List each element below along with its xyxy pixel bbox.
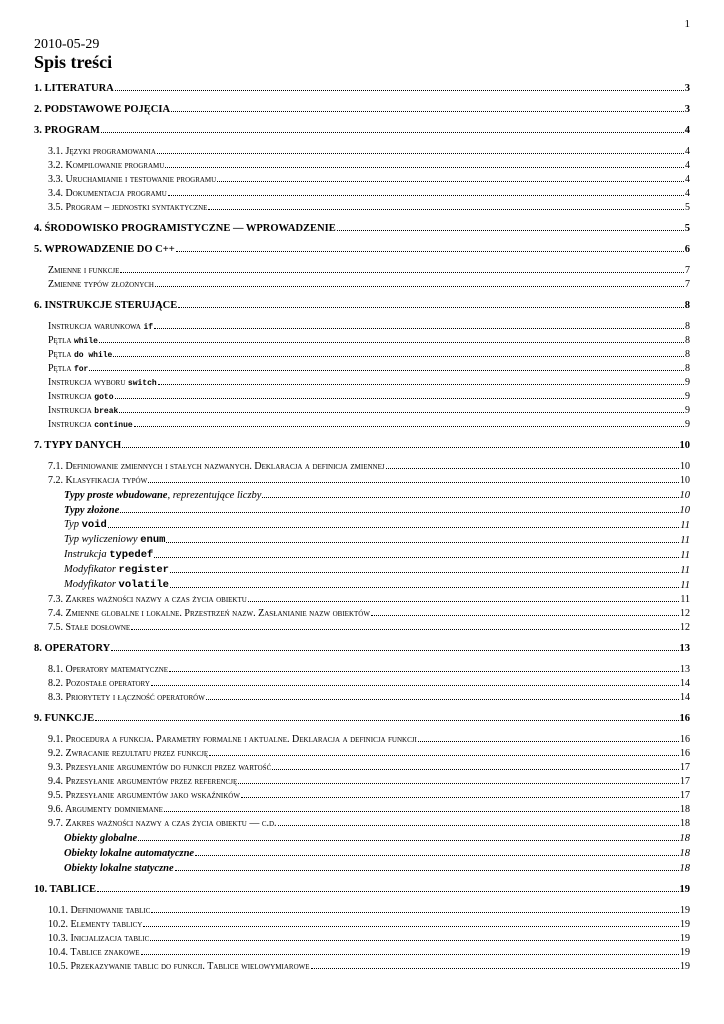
toc-entry[interactable] <box>34 157 690 171</box>
toc-entry-page: 18 <box>679 833 690 844</box>
toc-entry-label: 8.3. Priorytety i łączność operatorów <box>48 692 205 703</box>
toc-entry-page: 19 <box>680 933 690 944</box>
toc-entry-code: void <box>81 519 107 531</box>
toc-entry-label: 3. PROGRAM <box>34 125 100 136</box>
toc-entry[interactable] <box>34 122 690 136</box>
toc-entry[interactable] <box>34 458 690 472</box>
dot-leader <box>241 797 679 798</box>
toc-entry-label: 9.1. Procedura a funkcja. Parametry formalne i aktualne. Deklaracja a definicja funkcji <box>48 734 417 745</box>
toc-entry-page: 16 <box>680 734 690 745</box>
toc-entry[interactable] <box>34 101 690 115</box>
toc-entry-page: 3 <box>684 83 690 94</box>
dot-leader <box>108 527 679 528</box>
toc-entry-emphasis: Obiekty lokalne automatyczne <box>64 848 195 859</box>
toc-entry-label: Typ wyliczeniowy enum <box>64 534 166 546</box>
dot-leader <box>168 195 684 196</box>
toc-entry-page: 11 <box>680 550 690 561</box>
toc-entry-page: 18 <box>680 818 690 829</box>
toc-entry-page: 18 <box>680 804 690 815</box>
toc-title: Spis treści <box>34 52 113 72</box>
dot-leader <box>209 755 679 756</box>
toc-entry[interactable] <box>34 902 690 916</box>
dot-leader <box>337 230 684 231</box>
toc-entry[interactable] <box>34 199 690 213</box>
toc-entry-emphasis: Typy złożone <box>64 505 120 516</box>
toc-entry[interactable] <box>34 958 690 972</box>
toc-entry-label: Instrukcja warunkowa if <box>48 321 154 332</box>
toc-entry[interactable] <box>34 745 690 759</box>
toc-entry[interactable] <box>34 591 690 605</box>
toc-entry[interactable] <box>34 881 690 895</box>
toc-entry[interactable] <box>34 486 690 501</box>
dot-leader <box>154 328 684 329</box>
toc-entry[interactable] <box>34 516 690 531</box>
toc-entry-page: 4 <box>685 174 690 185</box>
toc-entry-page: 18 <box>679 848 690 859</box>
toc-entry[interactable] <box>34 472 690 486</box>
toc-entry-label: 8.2. Pozostałe operatory <box>48 678 150 689</box>
toc-entry-page: 10 <box>680 461 690 472</box>
toc-entry-label: 7.2. Klasyfikacja typów <box>48 475 148 486</box>
toc-entry-page: 4 <box>685 160 690 171</box>
dot-leader <box>122 447 678 448</box>
toc-entry-page: 19 <box>680 947 690 958</box>
toc-entry-label: 9.6. Argumenty domniemane <box>48 804 163 815</box>
toc-entry[interactable] <box>34 619 690 633</box>
toc-entry[interactable] <box>34 185 690 199</box>
dot-leader <box>154 557 679 558</box>
dot-leader <box>111 650 678 651</box>
toc-entry[interactable] <box>34 416 690 430</box>
dot-leader <box>97 891 678 892</box>
toc-entry-label: 7.4. Zmienne globalne i lokalne. Przestrzeń nazw. Zasłanianie nazw obiektów <box>48 608 370 619</box>
toc-entry[interactable] <box>34 689 690 703</box>
toc-entry-label: 1. LITERATURA <box>34 83 114 94</box>
toc-entry[interactable] <box>34 844 690 859</box>
toc-entry[interactable] <box>34 801 690 815</box>
toc-entry-page: 8 <box>685 321 690 332</box>
dot-leader <box>170 572 679 573</box>
toc-entry-label: 3.3. Uruchamianie i testowanie programu <box>48 174 217 185</box>
toc-entry[interactable] <box>34 759 690 773</box>
toc-entry-page: 7 <box>685 279 690 290</box>
toc-entry-page: 3 <box>684 104 690 115</box>
dot-leader <box>89 370 684 371</box>
toc-entry-label: 10.2. Elementy tablicy <box>48 919 143 930</box>
toc-entry-code: continue <box>94 421 133 430</box>
dot-leader <box>217 181 684 182</box>
dot-leader <box>115 398 685 399</box>
toc-entry[interactable] <box>34 576 690 591</box>
dot-leader <box>171 111 684 112</box>
dot-leader <box>120 512 678 513</box>
dot-leader <box>99 342 684 343</box>
dot-leader <box>151 912 679 913</box>
toc-entry-code: if <box>143 323 154 332</box>
toc-entry-label <box>64 505 119 516</box>
toc-entry-page: 14 <box>680 692 690 703</box>
toc-entry[interactable] <box>34 171 690 185</box>
toc-entry-label: 2. PODSTAWOWE POJĘCIA <box>34 104 171 115</box>
toc-entry-page: 17 <box>680 776 690 787</box>
dot-leader <box>175 870 679 871</box>
toc-entry-page: 7 <box>685 265 690 276</box>
toc-entry-page: 10 <box>679 440 690 451</box>
toc-entry-page: 11 <box>680 594 690 605</box>
toc-entry-page: 9 <box>685 419 690 430</box>
toc-entry[interactable] <box>34 916 690 930</box>
dot-leader <box>164 811 679 812</box>
toc-entry[interactable] <box>34 501 690 516</box>
toc-entry-page: 17 <box>680 762 690 773</box>
toc-entry[interactable] <box>34 787 690 801</box>
toc-entry-page: 9 <box>685 391 690 402</box>
toc-entry-page: 19 <box>680 905 690 916</box>
toc-entry[interactable] <box>34 859 690 874</box>
toc-entry[interactable] <box>34 276 690 290</box>
toc-entry-label: 9.4. Przesyłanie argumentów przez referencję <box>48 776 238 787</box>
dot-leader <box>166 542 679 543</box>
dot-leader <box>238 783 679 784</box>
toc-entry-page: 8 <box>685 363 690 374</box>
toc-entry-label: 4. ŚRODOWISKO PROGRAMISTYCZNE — WPROWADZENIE <box>34 223 336 234</box>
dot-leader <box>248 601 680 602</box>
toc-entry-label: 10. TABLICE <box>34 884 97 895</box>
toc-entry[interactable] <box>34 640 690 654</box>
toc-entry-page: 13 <box>679 643 690 654</box>
toc-entry-code: volatile <box>118 579 169 591</box>
toc-entry-label: Pętla do while <box>48 349 113 360</box>
toc-entry-label: Typ void <box>64 519 107 531</box>
dot-leader <box>195 855 678 856</box>
toc-entry[interactable] <box>34 661 690 675</box>
dot-leader <box>120 272 684 273</box>
toc-entry[interactable] <box>34 605 690 619</box>
toc-entry-page: 11 <box>680 580 690 591</box>
toc-entry-page: 13 <box>680 664 690 675</box>
toc-entry-label: Instrukcja goto <box>48 391 114 402</box>
toc-entry-label: 10.5. Przekazywanie tablic do funkcji. Tablice wielowymiarowe <box>48 961 310 972</box>
toc-entry-code: while <box>73 337 98 346</box>
dot-leader <box>178 307 684 308</box>
toc-entry[interactable] <box>34 388 690 402</box>
toc-entry-code: do while <box>73 351 113 360</box>
toc-entry[interactable] <box>34 731 690 745</box>
dot-leader <box>131 629 679 630</box>
toc-entry-page: 4 <box>685 188 690 199</box>
toc-entry-page: 8 <box>684 300 690 311</box>
toc-entry-label: 5. WPROWADZENIE DO C++ <box>34 244 175 255</box>
toc-entry[interactable] <box>34 815 690 829</box>
dot-leader <box>157 153 684 154</box>
toc-entry-label: 9.5. Przesyłanie argumentów jako wskaźników <box>48 790 240 801</box>
toc-entry[interactable] <box>34 346 690 360</box>
toc-entry[interactable] <box>34 220 690 234</box>
dot-leader <box>141 954 679 955</box>
dot-leader <box>134 426 684 427</box>
toc-entry-page: 6 <box>684 244 690 255</box>
toc-entry-label <box>64 863 174 874</box>
toc-entry-emphasis: Obiekty lokalne statyczne <box>64 863 174 874</box>
dot-leader <box>115 90 684 91</box>
dot-leader <box>119 412 684 413</box>
toc-entry[interactable] <box>34 773 690 787</box>
toc-entry[interactable] <box>34 318 690 332</box>
toc-entry[interactable] <box>34 402 690 416</box>
toc-entry-page: 11 <box>680 535 690 546</box>
toc-entry[interactable] <box>34 561 690 576</box>
toc-entry-page: 4 <box>685 146 690 157</box>
toc-entry-label: 7. TYPY DANYCH <box>34 440 122 451</box>
toc-entry-page: 9 <box>685 377 690 388</box>
toc-entry[interactable] <box>34 143 690 157</box>
toc-entry-page: 16 <box>679 713 690 724</box>
dot-leader <box>113 356 684 357</box>
toc-entry-label: 6. INSTRUKCJE STERUJĄCE <box>34 300 178 311</box>
toc-entry-label <box>64 833 137 844</box>
toc-entry-page: 5 <box>685 202 690 213</box>
toc-entry-page: 14 <box>680 678 690 689</box>
toc-entry-page: 10 <box>679 490 690 501</box>
document-date: 2010-05-29 <box>34 37 100 52</box>
toc-entry-page: 19 <box>680 961 690 972</box>
toc-entry-page: 8 <box>685 335 690 346</box>
toc-entry[interactable] <box>34 297 690 311</box>
dot-leader <box>150 940 679 941</box>
toc-entry[interactable] <box>34 829 690 844</box>
toc-entry-label <box>64 848 194 859</box>
toc-entry-code: for <box>73 365 89 374</box>
toc-entry[interactable] <box>34 930 690 944</box>
toc-entry-label: 3.5. Program – jednostki syntaktyczne <box>48 202 208 213</box>
toc-entry-page: 19 <box>680 919 690 930</box>
dot-leader <box>262 497 678 498</box>
toc-entry-page: 4 <box>684 125 690 136</box>
dot-leader <box>278 825 679 826</box>
toc-entry-label: Pętla while <box>48 335 98 346</box>
dot-leader <box>176 251 684 252</box>
toc-entry[interactable] <box>34 360 690 374</box>
toc-entry[interactable] <box>34 531 690 546</box>
toc-entry-label: Modyfikator register <box>64 564 169 576</box>
toc-entry-label: Instrukcja continue <box>48 419 133 430</box>
toc-entry-page: 5 <box>684 223 690 234</box>
toc-entry-code: enum <box>140 534 166 546</box>
dot-leader <box>170 587 679 588</box>
toc-entry-page: 11 <box>680 520 690 531</box>
dot-leader <box>311 968 679 969</box>
toc-entry-label: 7.3. Zakres ważności nazwy a czas życia obiektu <box>48 594 247 605</box>
dot-leader <box>206 699 679 700</box>
toc-entry-label: Instrukcja wyboru switch <box>48 377 157 388</box>
toc-entry-code: break <box>94 407 119 416</box>
toc-entry[interactable] <box>34 374 690 388</box>
toc-entry-label: 9.3. Przesyłanie argumentów do funkcji przez wartość <box>48 762 272 773</box>
toc-entry-label: Modyfikator volatile <box>64 579 169 591</box>
toc-entry-page: 19 <box>679 884 690 895</box>
toc-entry-label: 10.3. Inicjalizacja tablic <box>48 933 150 944</box>
dot-leader <box>386 468 679 469</box>
dot-leader <box>158 384 684 385</box>
toc-entry-label: Zmienne typów złożonych <box>48 279 154 290</box>
toc-entry[interactable] <box>34 710 690 724</box>
dot-leader <box>169 671 679 672</box>
toc-entry-page: 16 <box>680 748 690 759</box>
toc-entry-label: 3.1. Języki programowania <box>48 146 156 157</box>
toc-entry-label: 7.1. Definiowanie zmiennych i stałych nazwanych. Deklaracja a definicja zmiennej <box>48 461 385 472</box>
toc-entry-label: 9.7. Zakres ważności nazwy a czas życia obiektu — c.d. <box>48 818 277 829</box>
toc-entry-label: 8. OPERATORY <box>34 643 111 654</box>
toc-entry[interactable] <box>34 241 690 255</box>
dot-leader <box>143 926 679 927</box>
toc-entry-page: 10 <box>680 475 690 486</box>
toc-entry[interactable] <box>34 944 690 958</box>
dot-leader <box>95 720 678 721</box>
toc-entry-label: Instrukcja break <box>48 405 119 416</box>
page-number: 1 <box>684 18 690 30</box>
toc-entry-label: 10.4. Tablice znakowe <box>48 947 140 958</box>
toc-entry-label: Instrukcja typedef <box>64 549 154 561</box>
dot-leader <box>208 209 684 210</box>
toc-entry-emphasis: Obiekty globalne <box>64 833 138 844</box>
toc-entry-page: 12 <box>680 622 690 633</box>
toc-entry-emphasis: Typy proste wbudowane <box>64 490 168 501</box>
toc-entry-code: goto <box>94 393 114 402</box>
toc-entry[interactable] <box>34 332 690 346</box>
toc-entry-page: 9 <box>685 405 690 416</box>
toc-entry-code: register <box>118 564 169 576</box>
dot-leader <box>138 840 678 841</box>
dot-leader <box>101 132 684 133</box>
dot-leader <box>151 685 679 686</box>
toc-entry-label: 10.1. Definiowanie tablic <box>48 905 151 916</box>
toc-entry-label: Zmienne i funkcje <box>48 265 120 276</box>
toc-entry-code: switch <box>127 379 157 388</box>
toc-entry-page: 10 <box>679 505 690 516</box>
dot-leader <box>148 482 679 483</box>
toc-entry-code: typedef <box>109 549 154 561</box>
dot-leader <box>371 615 679 616</box>
toc-entry-label: 9.2. Zwracanie rezultatu przez funkcję <box>48 748 209 759</box>
toc-entry[interactable] <box>34 262 690 276</box>
toc-entry-label: 7.5. Stałe dosłowne <box>48 622 131 633</box>
toc-entry[interactable] <box>34 437 690 451</box>
dot-leader <box>272 769 679 770</box>
dot-leader <box>418 741 679 742</box>
toc-entry[interactable] <box>34 546 690 561</box>
toc-entry-page: 17 <box>680 790 690 801</box>
toc-entry-label: 8.1. Operatory matematyczne <box>48 664 169 675</box>
table-of-contents <box>34 80 690 972</box>
toc-entry-label: 3.2. Kompilowanie programu <box>48 160 165 171</box>
toc-entry-label: Typy proste wbudowane, reprezentujące liczby <box>64 490 262 501</box>
toc-entry-label: 3.4. Dokumentacja programu <box>48 188 167 199</box>
dot-leader <box>155 286 684 287</box>
toc-entry[interactable] <box>34 80 690 94</box>
toc-entry-page: 12 <box>680 608 690 619</box>
toc-entry-label: Pętla for <box>48 363 89 374</box>
dot-leader <box>165 167 684 168</box>
toc-entry[interactable] <box>34 675 690 689</box>
toc-entry-page: 8 <box>685 349 690 360</box>
toc-entry-page: 18 <box>679 863 690 874</box>
toc-entry-label: 9. FUNKCJE <box>34 713 95 724</box>
toc-entry-page: 11 <box>680 565 690 576</box>
